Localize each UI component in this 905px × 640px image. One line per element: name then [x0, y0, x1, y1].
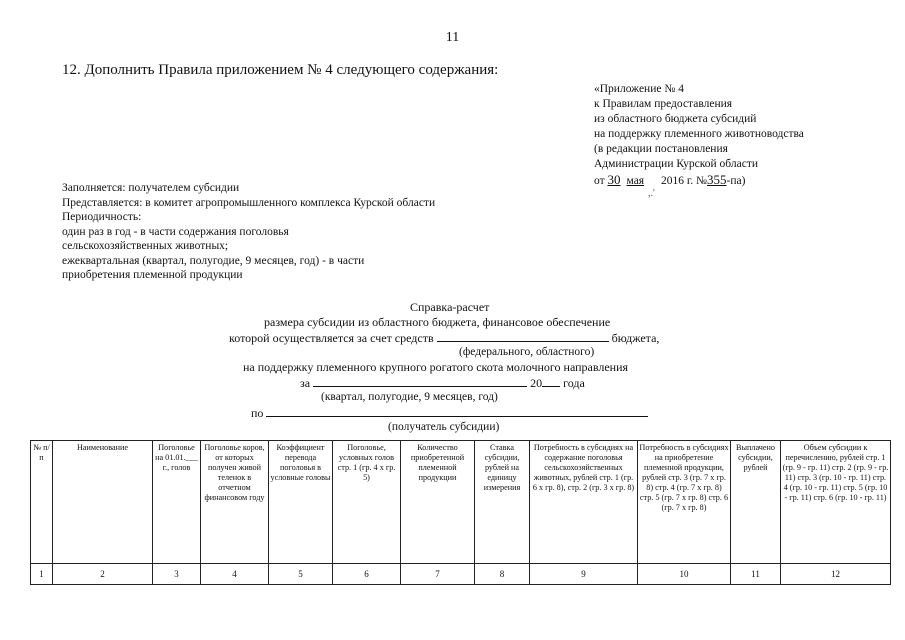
appendix-line: на поддержку племенного животноводства [594, 128, 804, 140]
column-number: 8 [475, 564, 530, 585]
period-suffix: года [563, 376, 585, 390]
funding-source-line [229, 330, 659, 346]
doc-title-line: размера субсидии из областного бюджета, финансовое обеспечение [264, 315, 611, 329]
date-number: 355 [707, 172, 727, 187]
date-prefix: от [594, 175, 608, 187]
period-line [300, 375, 585, 391]
recipient-line [251, 405, 648, 421]
fill-line: Заполняется: получателем субсидии [62, 182, 240, 194]
appendix-line: «Приложение № 4 [594, 83, 684, 95]
period-year-prefix: 20 [530, 376, 543, 390]
fill-line: Периодичность: [62, 211, 142, 223]
period-prefix: за [300, 376, 311, 390]
table-header-row [31, 441, 891, 564]
purpose-line: на поддержку племенного крупного рогатого скота молочного направления [243, 360, 629, 374]
recipient-hint: (получатель субсидии) [388, 421, 500, 433]
column-number: 5 [269, 564, 333, 585]
period-blank[interactable] [313, 375, 527, 387]
header-cell: Поголовье коров, от которых получен живой теленок в отчетном финансовом году [201, 441, 269, 564]
header-cell: Коэффициент перевода поголовья в условные головы [269, 441, 333, 564]
doc-title: Справка-расчет [410, 300, 490, 314]
fill-line: приобретения племенной продукции [62, 269, 243, 281]
appendix-line: Администрации Курской области [594, 158, 758, 170]
period-hint: (квартал, полугодие, 9 месяцев, год) [321, 391, 498, 403]
page-number: 11 [445, 30, 460, 45]
column-number: 1 [31, 564, 53, 585]
header-cell: Ставка субсидии, рублей на единицу измерения [475, 441, 530, 564]
header-cell: Выплачено субсидии, рублей [731, 441, 781, 564]
column-number: 11 [731, 564, 781, 585]
funding-suffix: бюджета, [611, 331, 660, 345]
column-number: 9 [530, 564, 638, 585]
funding-blank[interactable] [437, 330, 609, 342]
appendix-line: (в редакции постановления [594, 143, 728, 155]
section-heading: 12. Дополнить Правила приложением № 4 следующего содержания: [62, 62, 499, 78]
column-number: 10 [638, 564, 731, 585]
column-number: 3 [153, 564, 201, 585]
date-month: мая [626, 175, 645, 187]
funding-prefix: которой осуществляется за счет средств [229, 331, 434, 345]
date-year: 2016 г. № [658, 175, 707, 187]
calculation-table [30, 440, 891, 585]
header-cell: Потребность в субсидиях на приобретение племенной продукции, рублей стр. 3 (гр. 7 х гр. 8) стр. 4 (гр. 7 х гр. 8) стр. 5 (гр. 7 х гр. 8) стр. 6 (гр. 7 х гр. 8) [638, 441, 731, 564]
column-number: 4 [201, 564, 269, 585]
funding-hint: (федерального, областного) [459, 346, 595, 358]
column-number: 7 [401, 564, 475, 585]
column-number: 2 [53, 564, 153, 585]
header-cell: Поголовье на 01.01.___ г., голов [153, 441, 201, 564]
period-year-blank[interactable] [542, 375, 560, 387]
appendix-stamp [594, 82, 804, 189]
date-day: 30 [607, 172, 621, 187]
fill-line: сельскохозяйственных животных; [62, 240, 229, 252]
column-number: 6 [333, 564, 401, 585]
header-cell: Наименование [53, 441, 153, 564]
fill-instructions [62, 181, 435, 283]
fill-line: ежеквартальная (квартал, полугодие, 9 месяцев, год) - в части [62, 254, 365, 267]
recipient-prefix: по [251, 406, 264, 420]
appendix-date-line [594, 172, 804, 189]
fill-line: один раз в год - в части содержания поголовья [62, 225, 289, 238]
header-cell: Количество приобретенной племенной продукции [401, 441, 475, 564]
recipient-blank[interactable] [266, 405, 648, 417]
column-number: 12 [781, 564, 891, 585]
date-suffix: -па) [726, 175, 746, 187]
scan-mark: ,.' [648, 188, 655, 199]
header-cell: Объем субсидии к перечислению, рублей стр. 1 (гр. 9 - гр. 11) стр. 2 (гр. 9 - гр. 11) стр. 3 (гр. 10 - гр. 11) стр. 4 (гр. 10 - гр. 11) стр. 5 (гр. 10 - гр. 11) стр. 6 (гр. 10 - гр. 11) [781, 441, 891, 564]
table-column-numbers-row [31, 564, 891, 585]
appendix-line: из областного бюджета субсидий [594, 113, 757, 125]
fill-line: Представляется: в комитет агропромышленного комплекса Курской области [62, 196, 436, 209]
header-cell: Поголовье, условных голов стр. 1 (гр. 4 х гр. 5) [333, 441, 401, 564]
header-cell: Потребность в субсидиях на содержание поголовья сельскохозяйственных животных, рублей стр. 1 (гр. 6 х гр. 8), стр. 2 (гр. 3 х гр. 8) [530, 441, 638, 564]
appendix-line: к Правилам предоставления [594, 98, 733, 110]
header-cell: № п/п [31, 441, 53, 564]
